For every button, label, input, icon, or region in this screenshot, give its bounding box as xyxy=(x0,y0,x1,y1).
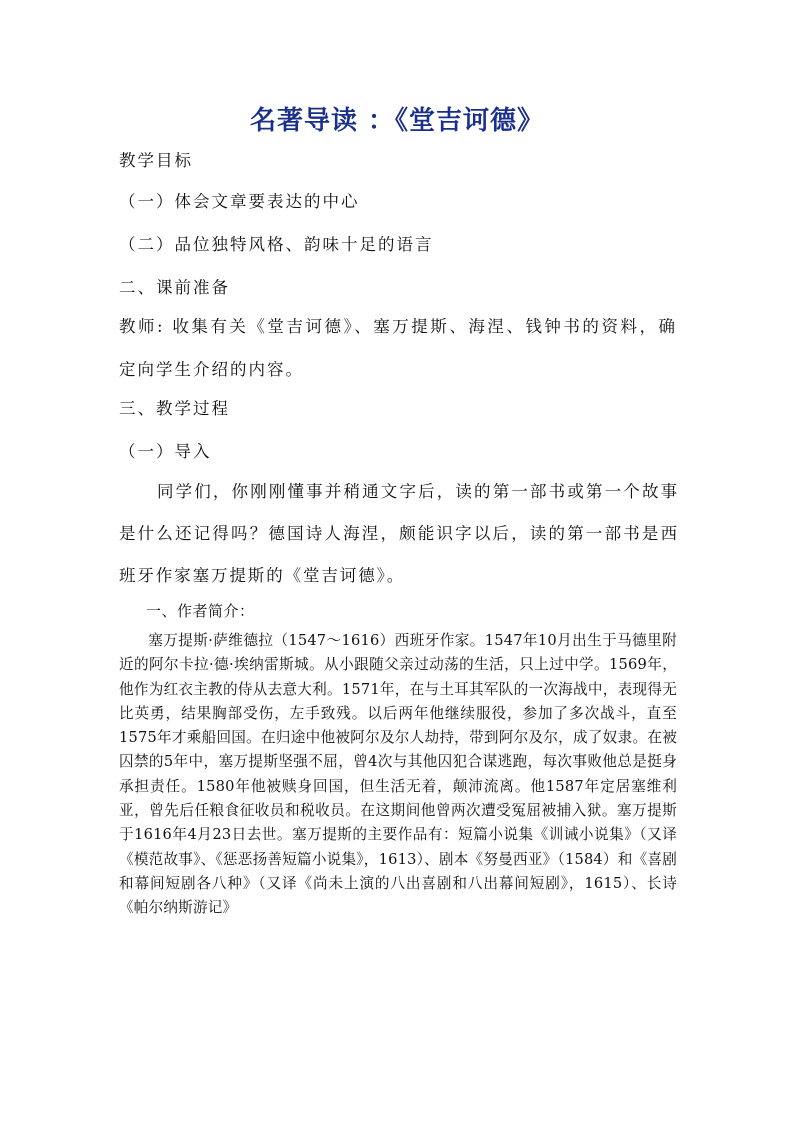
objective-item-2: （二）品位独特风格、韵味十足的语言 xyxy=(119,235,434,254)
author-heading: 一、作者简介： xyxy=(146,602,255,620)
intro-paragraph: 同学们，你刚刚懂事并稍通文字后，读的第一部书或第一个故事是什么还记得吗？德国诗人海涅，颇能识字以后，读的第一部书是西班牙作家塞万提斯的《堂吉诃德》。 xyxy=(119,482,679,585)
document-title: 名著导读 ：《堂吉诃德》 xyxy=(249,106,545,136)
intro-heading: （一）导入 xyxy=(119,442,212,461)
section-process-heading: 三、教学过程 xyxy=(119,399,230,418)
author-bio-paragraph: 塞万提斯·萨维德拉（1547～1616）西班牙作家。1547年10月出生于马德里附近的阿尔卡拉·德·埃纳雷斯城。从小跟随父亲过动荡的生活，只上过中学。1569年，他作为红衣主教的侍从去意大利。1571年，在与土耳其军队的一次海战中，表现得无比英勇，结果胸部受伤，左手致残。以后两年他继续服役，参加了多次战斗，直至1575年才乘船回国。在归途中他被阿尔及尔人劫持，带到阿尔及尔，成了奴隶。在被囚禁的5年中，塞万提斯坚强不屈，曾4次与其他囚犯合谋逃跑，每次事败他总是挺身承担责任。1580年他被赎身回国，但生活无着，颠沛流离。他1587年定居塞维利亚，曾先后任粮食征收员和税收员。在这期间他曾两次遭受冤屈被捕入狱。塞万提斯于1616年4月23日去世。塞万提斯的主要作品有：短篇小说集《训诫小说集》（又译《模范故事》、《惩恶扬善短篇小说集》，1613）、剧本《努曼西亚》（1584）和《喜剧和幕间短剧各八种》（又译《尚未上演的八出喜剧和八出幕间短剧》，1615）、长诗《帕尔纳斯游记》 xyxy=(119,632,677,917)
objectives-heading: 教学目标 xyxy=(119,151,193,170)
objective-item-1: （一）体会文章要表达的中心 xyxy=(119,192,360,211)
section-prep-heading: 二、课前准备 xyxy=(119,278,230,297)
prep-paragraph: 教师: 收集有关《堂吉诃德》、塞万提斯、海涅、钱钟书的资料，确定向学生介绍的内容。 xyxy=(119,317,677,379)
